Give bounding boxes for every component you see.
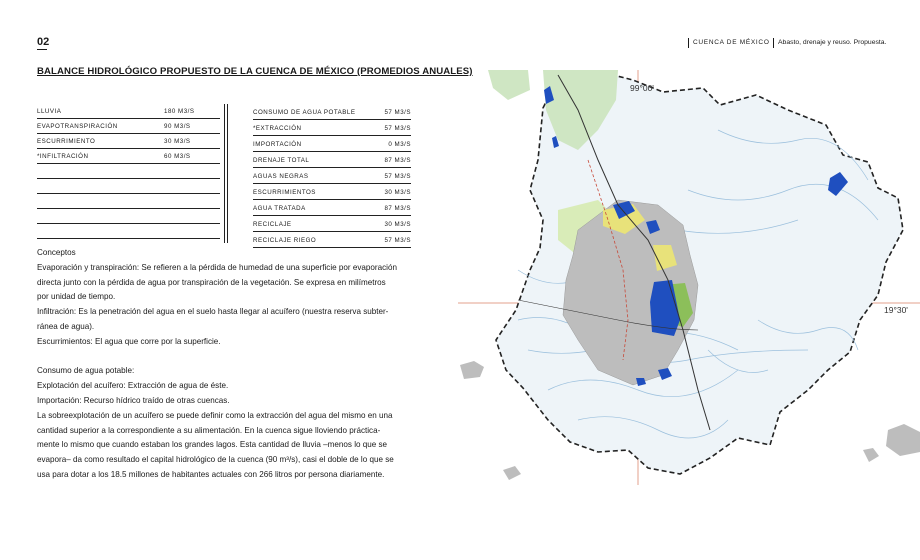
- table-row-value: 0 M3/S: [388, 141, 411, 148]
- table-row-label: *INFILTRACIÓN: [37, 153, 89, 160]
- table-row-value: 30 M3/S: [384, 189, 411, 196]
- table-row-value: 180 M3/S: [164, 108, 195, 115]
- body-line: Conceptos: [37, 248, 76, 257]
- table-row-value: 90 M3/S: [164, 123, 191, 130]
- table-row-label: EVAPOTRANSPIRACIÓN: [37, 123, 118, 130]
- table-row: [253, 216, 411, 232]
- body-line: por unidad de tiempo.: [37, 292, 116, 302]
- table-row: [37, 104, 220, 119]
- basin-map: [458, 70, 920, 485]
- table-row-value: 87 M3/S: [384, 157, 411, 164]
- balance-table-right: [253, 104, 411, 248]
- table-row-value: 57 M3/S: [384, 125, 411, 132]
- body-line: mente lo mismo que cuando estaban los grandes lagos. Esta cantidad de lluvia –menos lo que se: [37, 440, 388, 450]
- body-line: Explotación del acuífero: Extracción de agua de éste.: [37, 381, 229, 391]
- table-row-label: DRENAJE TOTAL: [253, 157, 310, 164]
- latitude-label: 19°30': [884, 305, 908, 315]
- table-row: [253, 184, 411, 200]
- body-line: evapora– da como resultado el capital hidrológico de la cuenca (90 m³/s), casi el doble de lo que se: [37, 455, 394, 465]
- table-row: [253, 168, 411, 184]
- body-line: ránea de agua).: [37, 321, 95, 331]
- table-row: [37, 149, 220, 164]
- table-row: [253, 104, 411, 120]
- table-divider: [227, 104, 228, 243]
- running-header-chapter: Abasto, drenaje y reuso. Propuesta.: [773, 38, 886, 48]
- table-row: [37, 209, 220, 224]
- table-row-label: *EXTRACCIÓN: [253, 125, 302, 132]
- body-text: [37, 246, 413, 483]
- table-row: [253, 152, 411, 168]
- body-line: Evaporación y transpiración: Se refieren a la pérdida de humedad de una superficie por evaporación: [37, 262, 397, 272]
- running-header-section: CUENCA DE MÉXICO: [688, 38, 770, 48]
- table-row-value: 57 M3/S: [384, 237, 411, 244]
- table-row-value: 57 M3/S: [384, 109, 411, 116]
- table-row-label: RECICLAJE RIEGO: [253, 237, 317, 244]
- table-row-value: 57 M3/S: [384, 173, 411, 180]
- body-line: usa para dotar a los 18.5 millones de habitantes actuales con 266 litros por persona diariamente.: [37, 469, 385, 479]
- table-row-label: CONSUMO DE AGUA POTABLE: [253, 109, 356, 116]
- table-row: [37, 134, 220, 149]
- page-number: 02: [37, 36, 50, 48]
- table-title: BALANCE HIDROLÓGICO PROPUESTO DE LA CUENCA DE MÉXICO (PROMEDIOS ANUALES): [37, 66, 473, 77]
- body-line: Importación: Recurso hídrico traído de otras cuencas.: [37, 395, 230, 405]
- body-line: La sobreexplotación de un acuífero se puede definir como la extracción del agua del mismo en una: [37, 410, 393, 420]
- table-row-label: LLUVIA: [37, 108, 62, 115]
- balance-table-left: [37, 104, 220, 239]
- table-row-value: 60 M3/S: [164, 153, 191, 160]
- table-row: [253, 200, 411, 216]
- table-row-label: RECICLAJE: [253, 221, 292, 228]
- table-row-value: 30 M3/S: [384, 221, 411, 228]
- body-line: directa junto con la pérdida de agua por transpiración de la vegetación. Se expresa en milímetros: [37, 277, 386, 287]
- table-row-label: ESCURRIMIENTOS: [253, 189, 316, 196]
- table-row: [37, 224, 220, 239]
- table-row-value: 30 M3/S: [164, 138, 191, 145]
- table-row: [37, 164, 220, 179]
- body-line: Infiltración: Es la penetración del agua en el suelo hasta llegar al acuífero (nuestra reserva subter-: [37, 307, 389, 317]
- body-line: cantidad superior a la correspondiente a su alimentación. En la cuenca sigue lloviendo práctica-: [37, 425, 381, 435]
- table-row: [37, 194, 220, 209]
- page-number-underline: [37, 49, 47, 50]
- table-row-label: AGUA TRATADA: [253, 205, 306, 212]
- table-row: [37, 179, 220, 194]
- body-line: Escurrimientos: El agua que corre por la superficie.: [37, 336, 221, 346]
- table-row-label: IMPORTACIÓN: [253, 141, 302, 148]
- paragraph-gap: [37, 350, 413, 365]
- table-divider: [224, 104, 225, 243]
- body-line: Consumo de agua potable:: [37, 366, 135, 376]
- table-row-value: 87 M3/S: [384, 205, 411, 212]
- table-row: [37, 119, 220, 134]
- table-row: [253, 120, 411, 136]
- longitude-label: 99°00': [630, 83, 654, 93]
- table-row: [253, 136, 411, 152]
- table-row-label: AGUAS NEGRAS: [253, 173, 309, 180]
- table-row-label: ESCURRIMIENTO: [37, 138, 96, 145]
